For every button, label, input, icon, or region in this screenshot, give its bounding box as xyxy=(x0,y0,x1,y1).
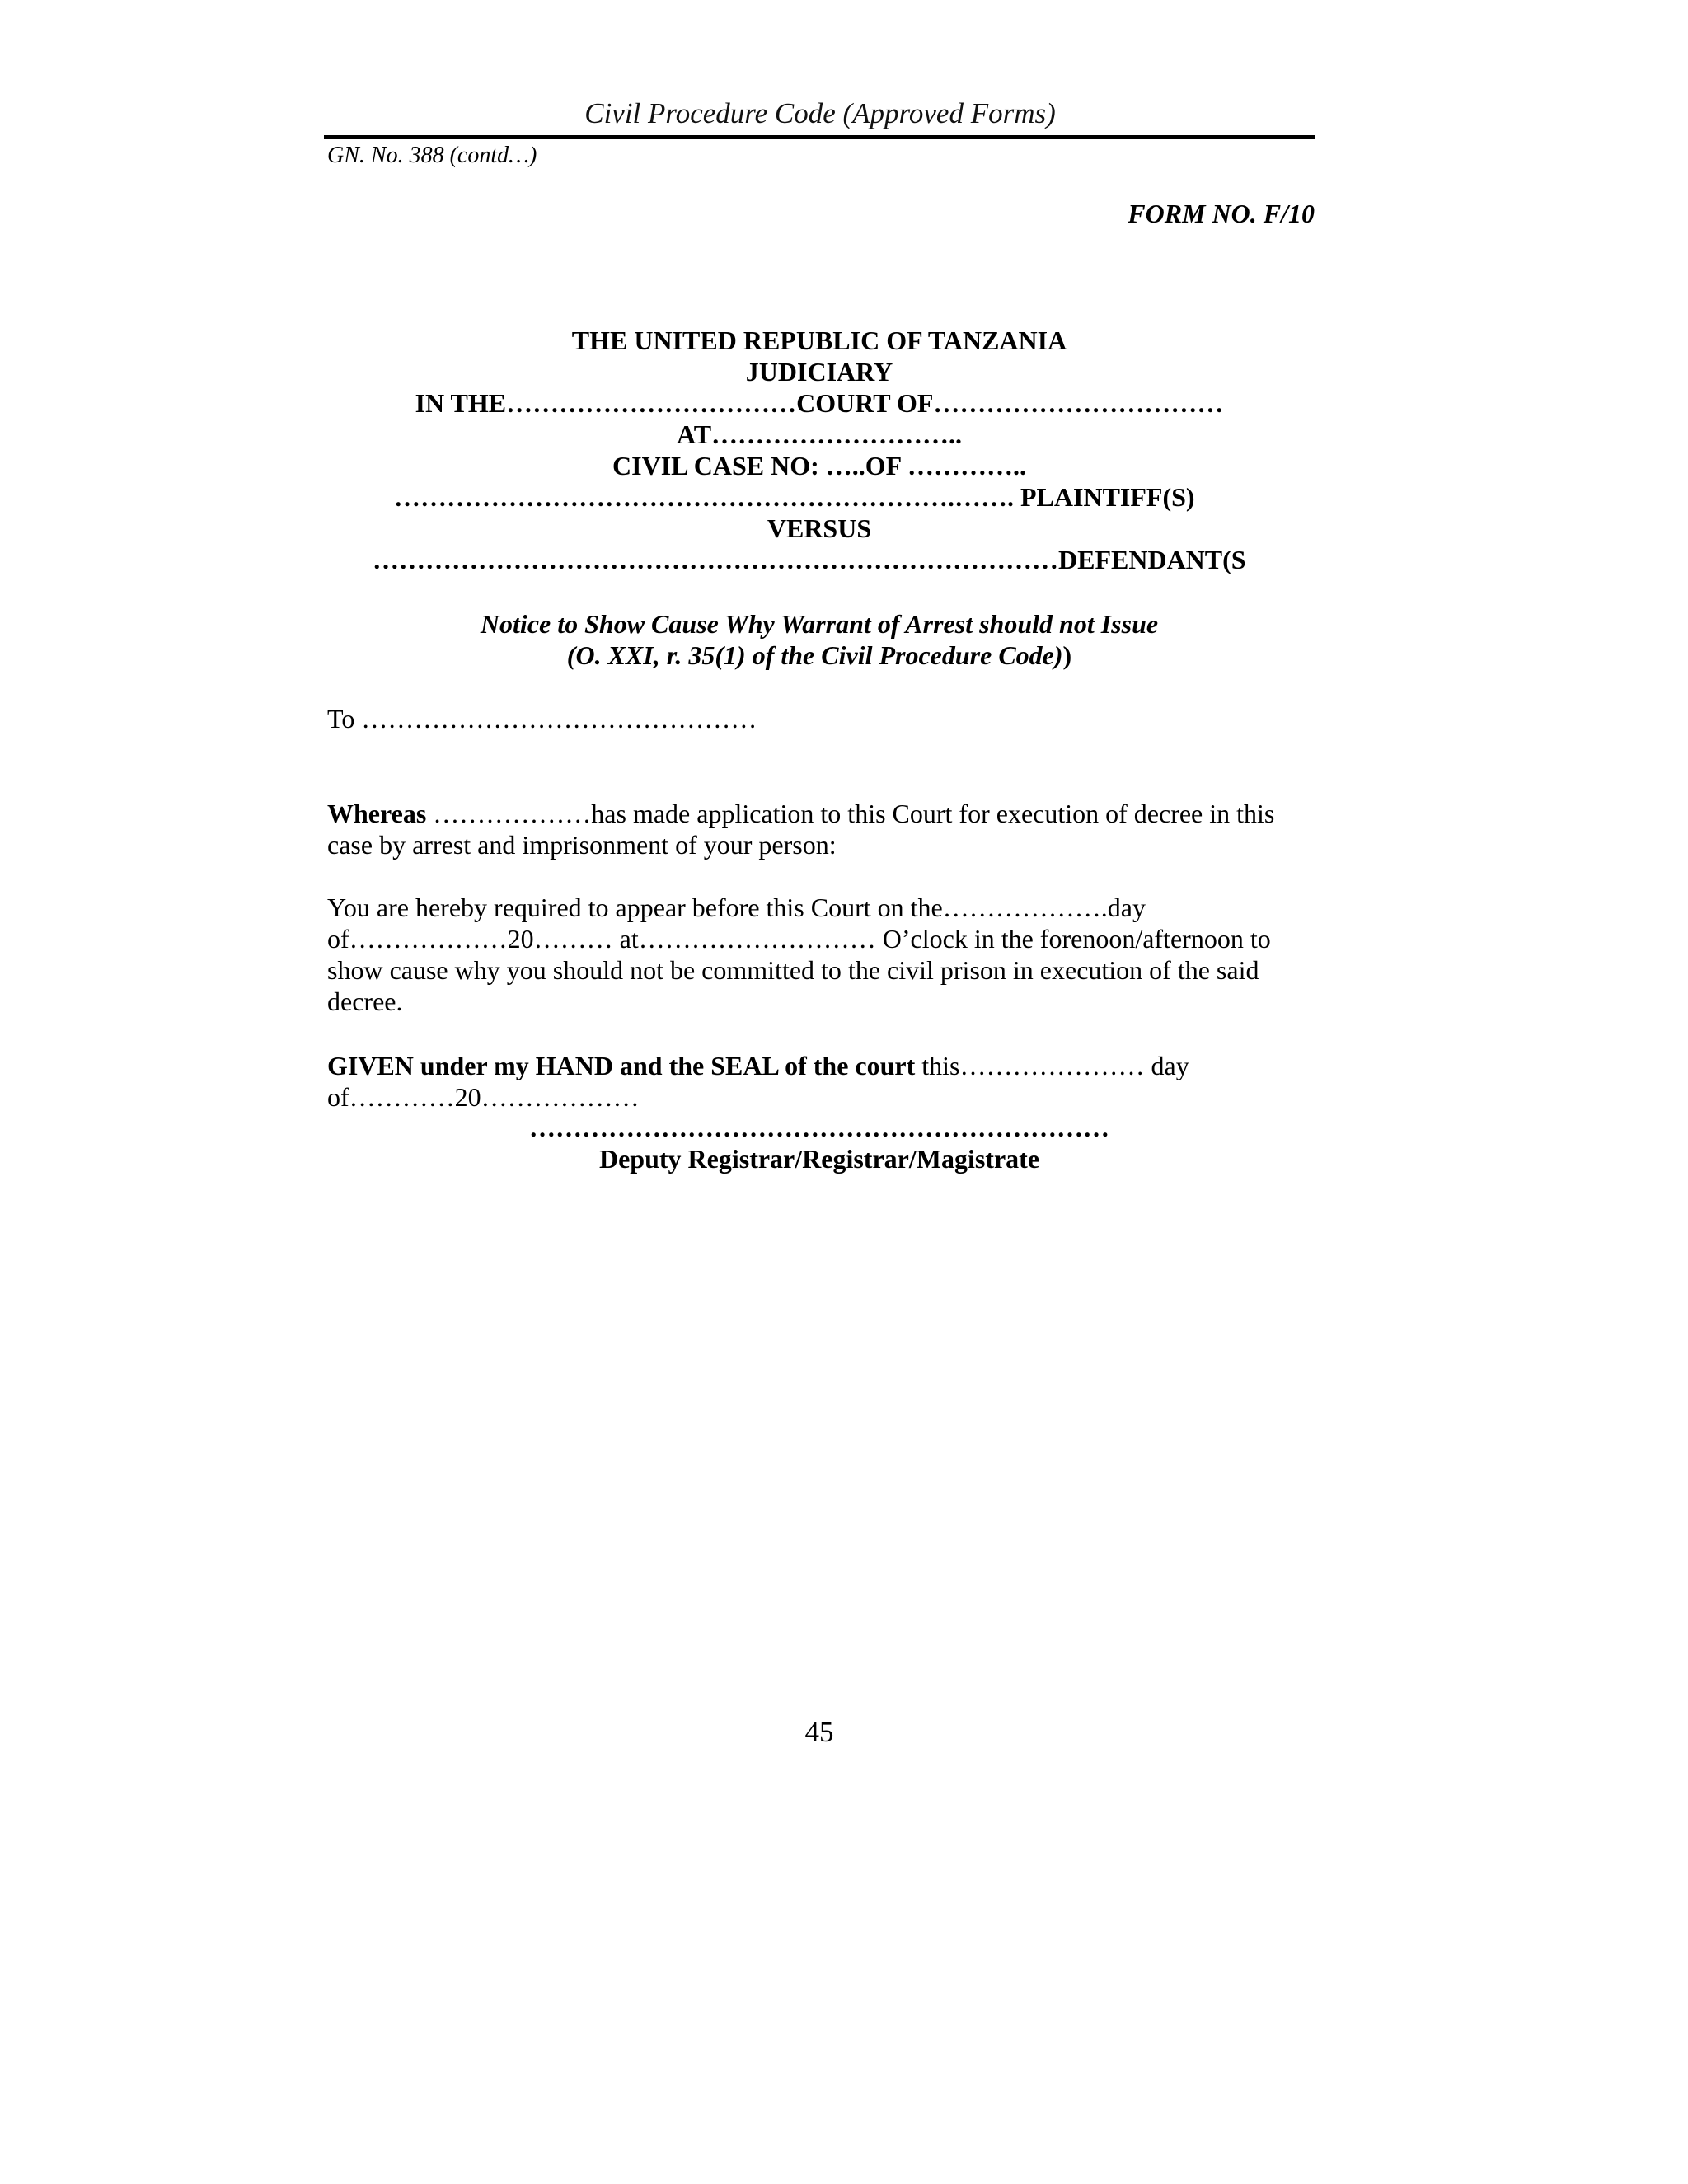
running-head: Civil Procedure Code (Approved Forms) xyxy=(584,97,1056,129)
to-line: To ……………………………………… xyxy=(327,704,757,733)
case-number-line: CIVIL CASE NO: …..OF ………….. xyxy=(612,451,1026,480)
header-rule xyxy=(324,135,1315,139)
appearance-line: You are hereby required to appear before this Court on the……………….day xyxy=(327,893,1146,922)
given-text: this………………… day xyxy=(915,1051,1189,1080)
republic-heading: THE UNITED REPUBLIC OF TANZANIA xyxy=(571,326,1067,355)
appearance-line: decree. xyxy=(327,987,403,1016)
page-number: 45 xyxy=(804,1716,834,1748)
appearance-line: of………………20……… at……………………… O’clock in the forenoon/afternoon to xyxy=(327,924,1271,954)
notice-title: Notice to Show Cause Why Warrant of Arrest should not Issue xyxy=(480,609,1159,639)
at-line: AT……………………….. xyxy=(676,419,963,449)
court-line: IN THE……………………………COURT OF…………………………… xyxy=(415,388,1224,418)
notice-reference xyxy=(324,640,1315,671)
signatory-title: Deputy Registrar/Registrar/Magistrate xyxy=(598,1144,1040,1174)
given-label: GIVEN under my HAND and the SEAL of the court xyxy=(327,1051,916,1080)
given-paragraph xyxy=(327,1050,1316,1113)
given-date-line: of…………20……………… xyxy=(327,1082,640,1112)
defendant-line: ……………………………………………………………………DEFENDANT(S xyxy=(373,545,1246,574)
gn-reference: GN. No. 388 (contd…) xyxy=(327,143,537,168)
judiciary-heading: JUDICIARY xyxy=(745,357,893,387)
versus-heading: VERSUS xyxy=(767,513,872,543)
whereas-label: Whereas xyxy=(327,799,427,828)
plaintiff-line: ……………………………………………………….……. PLAINTIFF(S) xyxy=(394,482,1195,512)
whereas-paragraph xyxy=(327,798,1316,860)
signature-line: ………………………………………………………… xyxy=(529,1113,1109,1142)
appearance-line: show cause why you should not be committed to the civil prison in execution of the said xyxy=(327,955,1259,985)
appearance-paragraph xyxy=(327,892,1316,1017)
form-number: FORM NO. F/10 xyxy=(1128,199,1315,228)
notice-reference-text: (O. XXI, r. 35(1) of the Civil Procedure Code) xyxy=(566,640,1063,670)
notice-reference-close: ) xyxy=(1062,640,1072,670)
whereas-text: ………………has made application to this Court for execution of decree in this case by arrest and imprisonment of your person: xyxy=(327,799,1275,860)
